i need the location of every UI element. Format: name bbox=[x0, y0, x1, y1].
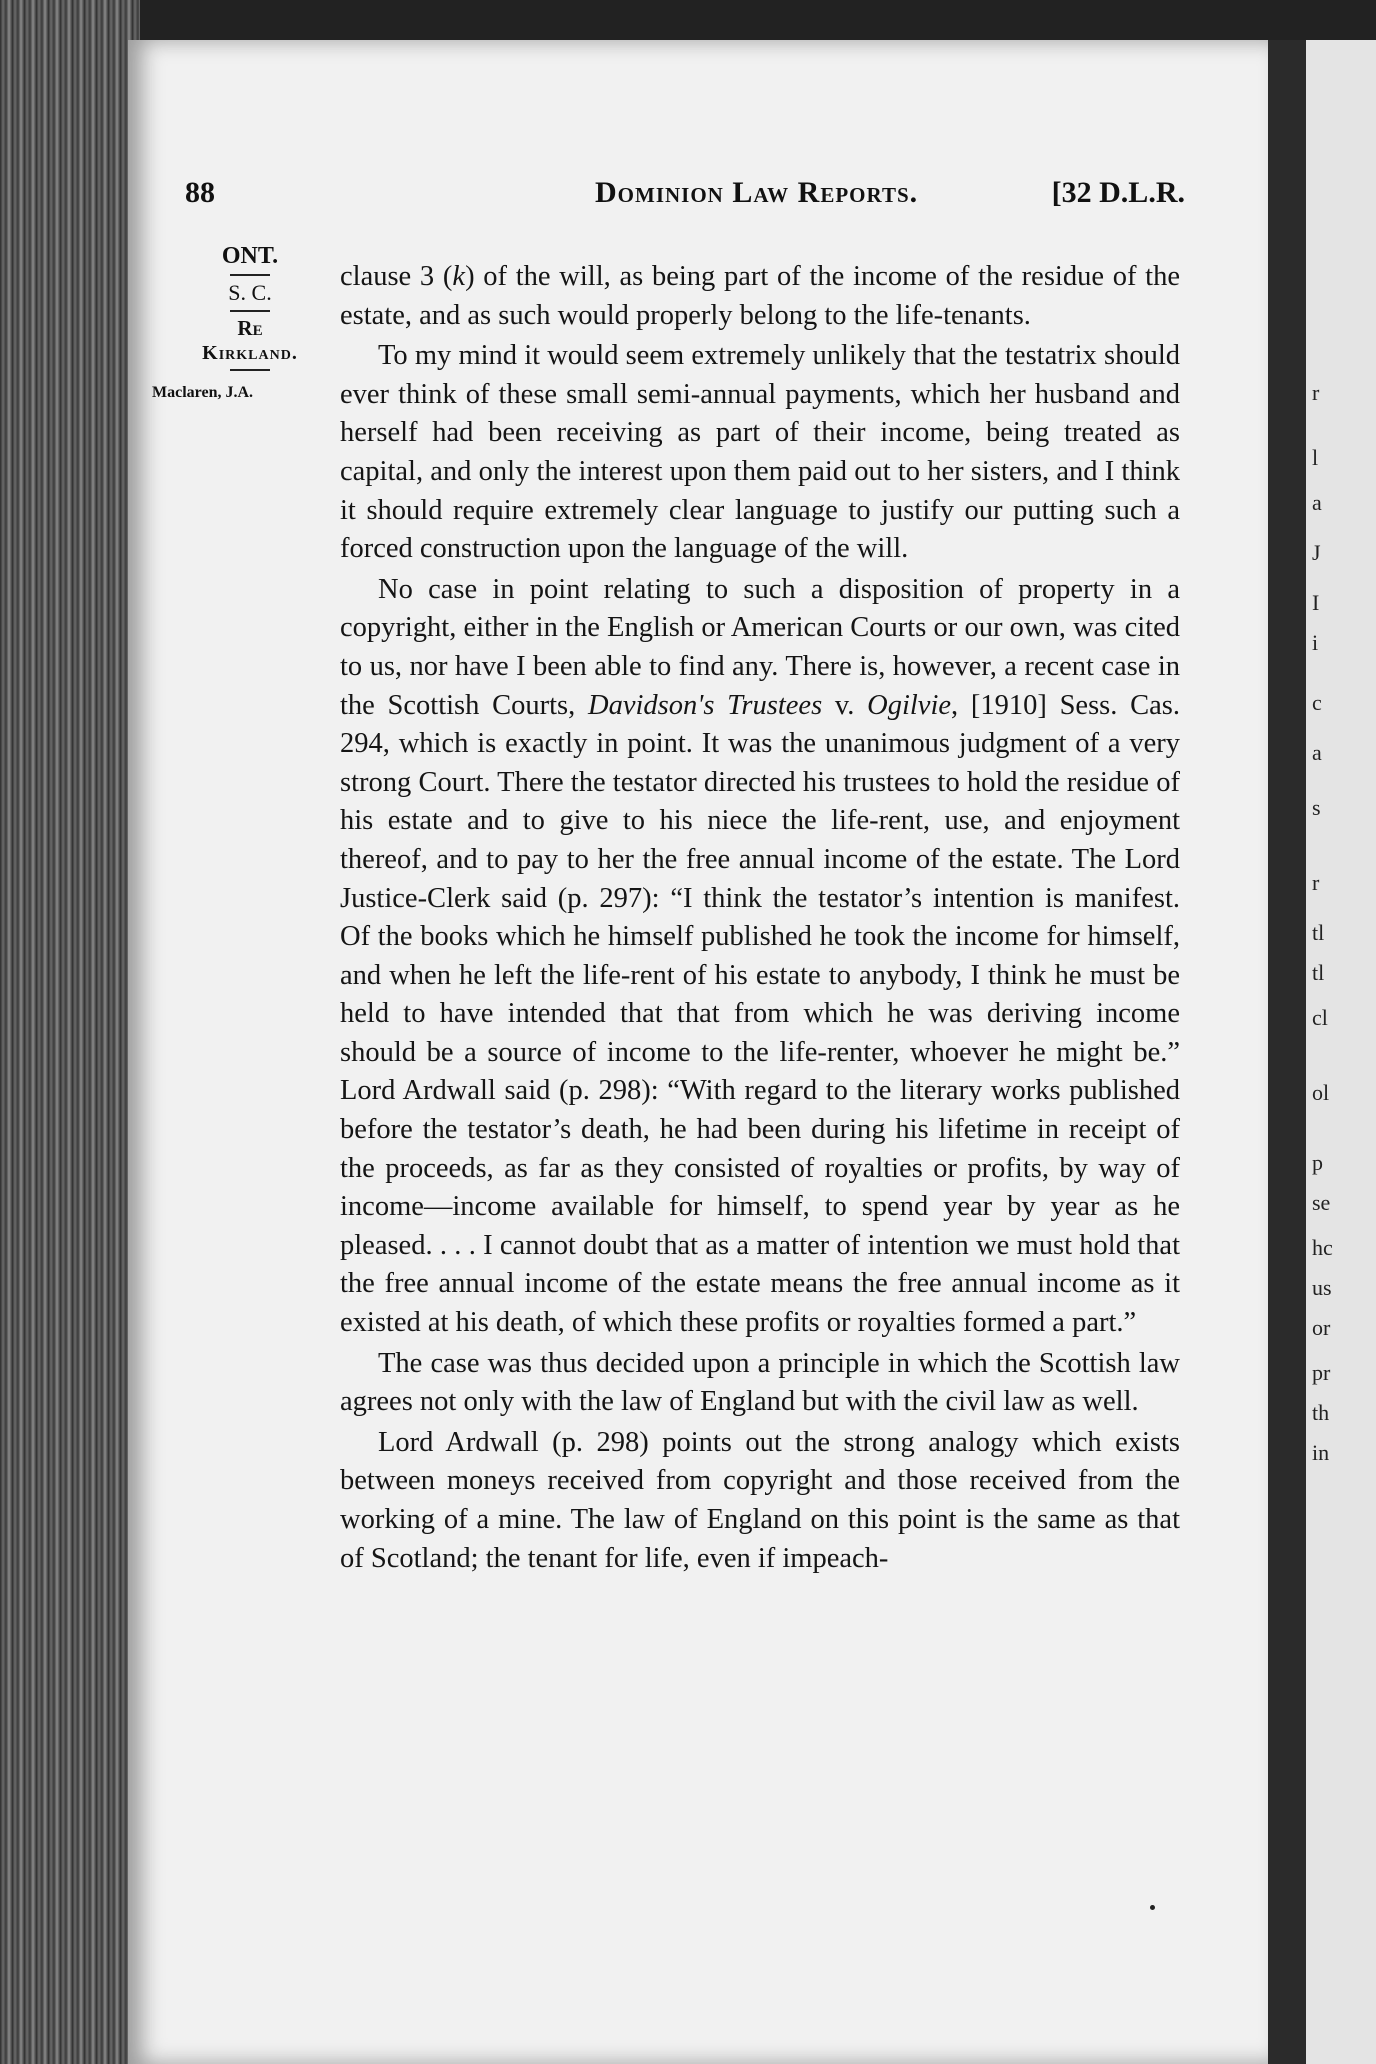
adjacent-page-letters: a bbox=[1312, 490, 1322, 515]
text-run: To my mind it would seem extremely unlikely that the testatrix should ever think of these small semi-annual payments, which her husband and herself had been receiving as part of their income, being treated as capital, and only the interest upon them paid out to her sisters, and I think it should require extremely clear language to justify our putting such a forced construction upon the language of the will. bbox=[340, 340, 1180, 565]
adjacent-page-letters: s bbox=[1312, 795, 1321, 820]
adjacent-page-letters: l bbox=[1312, 445, 1319, 470]
paragraph bbox=[340, 1424, 1180, 1578]
book-page-edges bbox=[0, 0, 140, 2064]
adjacent-page-letters: in bbox=[1312, 1440, 1330, 1465]
paragraph bbox=[340, 571, 1180, 1343]
adjacent-page-letters: J bbox=[1312, 540, 1321, 565]
adjacent-page-letters: r bbox=[1312, 870, 1320, 895]
text-run: ) of the will, as being part of the income of the residue of the estate, and as such would properly belong to the life-tenants. bbox=[340, 261, 1180, 331]
text-run: v. bbox=[822, 689, 868, 721]
margin-rule bbox=[230, 369, 270, 371]
margin-judge: Maclaren, J.A. bbox=[152, 384, 254, 401]
adjacent-page-letters: us bbox=[1312, 1275, 1332, 1300]
paragraph bbox=[340, 1345, 1180, 1422]
margin-province: ONT. bbox=[221, 243, 279, 269]
text-run: No case in point relating to such a disposition of property in a copyright, either in the English or American Courts or our own, was cited to us, nor have I been able to find any. There is, however, a recent case in the Scottish Courts, bbox=[340, 573, 1180, 721]
italic-citation: Ogilvie bbox=[867, 689, 952, 721]
text-run: , [1910] Sess. Cas. 294, which is exactly in point. It was the unanimous judgment of a very strong Court. There the testator directed his trustees to hold the residue of his estate and to give to his niece the life-rent, use, and enjoyment thereof, and to pay to her the free annual income of the estate. The Lord Justice-Clerk said (p. 297): “I think the testator’s intention is manifest. Of the books which he himself published he took the income for himself, and when he left the life-rent of his estate to anybody, I think he must be held to have intended that that from which he was deriving income should be a source of income to the life-renter, whoever he might be.” Lord Ardwall said (p. 298): “With regard to the literary works published before the testator’s death, he had been during his lifetime in receipt of the proceeds, as far as they consisted of royalties or profits, by way of income—income available for himself, to spend year by year as he pleased. . . . I cannot doubt that as a matter of intention we must hold that the free annual income of the estate means the free annual income as it existed at his death, of which these profits or royalties formed a part.” bbox=[340, 689, 1180, 1339]
margin-re: Re bbox=[237, 316, 263, 340]
page-speck bbox=[1150, 1905, 1155, 1910]
volume-citation: [32 D.L.R. bbox=[1051, 176, 1185, 209]
adjacent-page-letters: p bbox=[1312, 1150, 1323, 1175]
adjacent-page-letters: se bbox=[1312, 1190, 1331, 1215]
margin-note bbox=[152, 243, 330, 401]
adjacent-page-letters: i bbox=[1312, 630, 1319, 655]
text-run: clause 3 ( bbox=[340, 261, 453, 292]
adjacent-page-letters: I bbox=[1312, 590, 1320, 615]
paragraph bbox=[340, 258, 1180, 335]
adjacent-page-letters: ol bbox=[1312, 1080, 1330, 1105]
italic-citation: k bbox=[452, 261, 466, 292]
text-run: The case was thus decided upon a principle in which the Scottish law agrees not only with the law of England but with the civil law as well. bbox=[340, 1347, 1180, 1418]
adjacent-page-letters: pr bbox=[1312, 1360, 1331, 1385]
margin-court: S. C. bbox=[228, 280, 272, 305]
margin-rule bbox=[230, 274, 270, 276]
adjacent-page-letters: hc bbox=[1312, 1235, 1333, 1260]
adjacent-page-letters: cl bbox=[1312, 1005, 1328, 1030]
margin-case-name: Kirkland. bbox=[202, 342, 298, 364]
running-header bbox=[185, 176, 1185, 216]
adjacent-page-letters: c bbox=[1312, 690, 1322, 715]
book-gutter bbox=[1268, 40, 1306, 2064]
adjacent-page-letters: r bbox=[1312, 380, 1320, 405]
judgment-body-text bbox=[340, 258, 1180, 1580]
adjacent-page-letters: tl bbox=[1312, 960, 1325, 985]
italic-citation: Davidson's Trustees bbox=[587, 689, 823, 721]
journal-title: Dominion Law Reports. bbox=[595, 176, 919, 209]
text-run: Lord Ardwall (p. 298) points out the strong analogy which exists between moneys received from copyright and those received from the working of a mine. The law of England on this point is the same as that of Scotland; the tenant for life, even if impeach- bbox=[340, 1426, 1180, 1574]
adjacent-page-fragment bbox=[1306, 40, 1376, 2064]
page-number: 88 bbox=[185, 176, 215, 209]
paragraph bbox=[340, 337, 1180, 569]
adjacent-page-letters: a bbox=[1312, 740, 1322, 765]
margin-rule bbox=[230, 310, 270, 312]
adjacent-page-letters: tl bbox=[1312, 920, 1325, 945]
adjacent-page-letters: th bbox=[1312, 1400, 1330, 1425]
adjacent-page-letters: or bbox=[1312, 1315, 1331, 1340]
